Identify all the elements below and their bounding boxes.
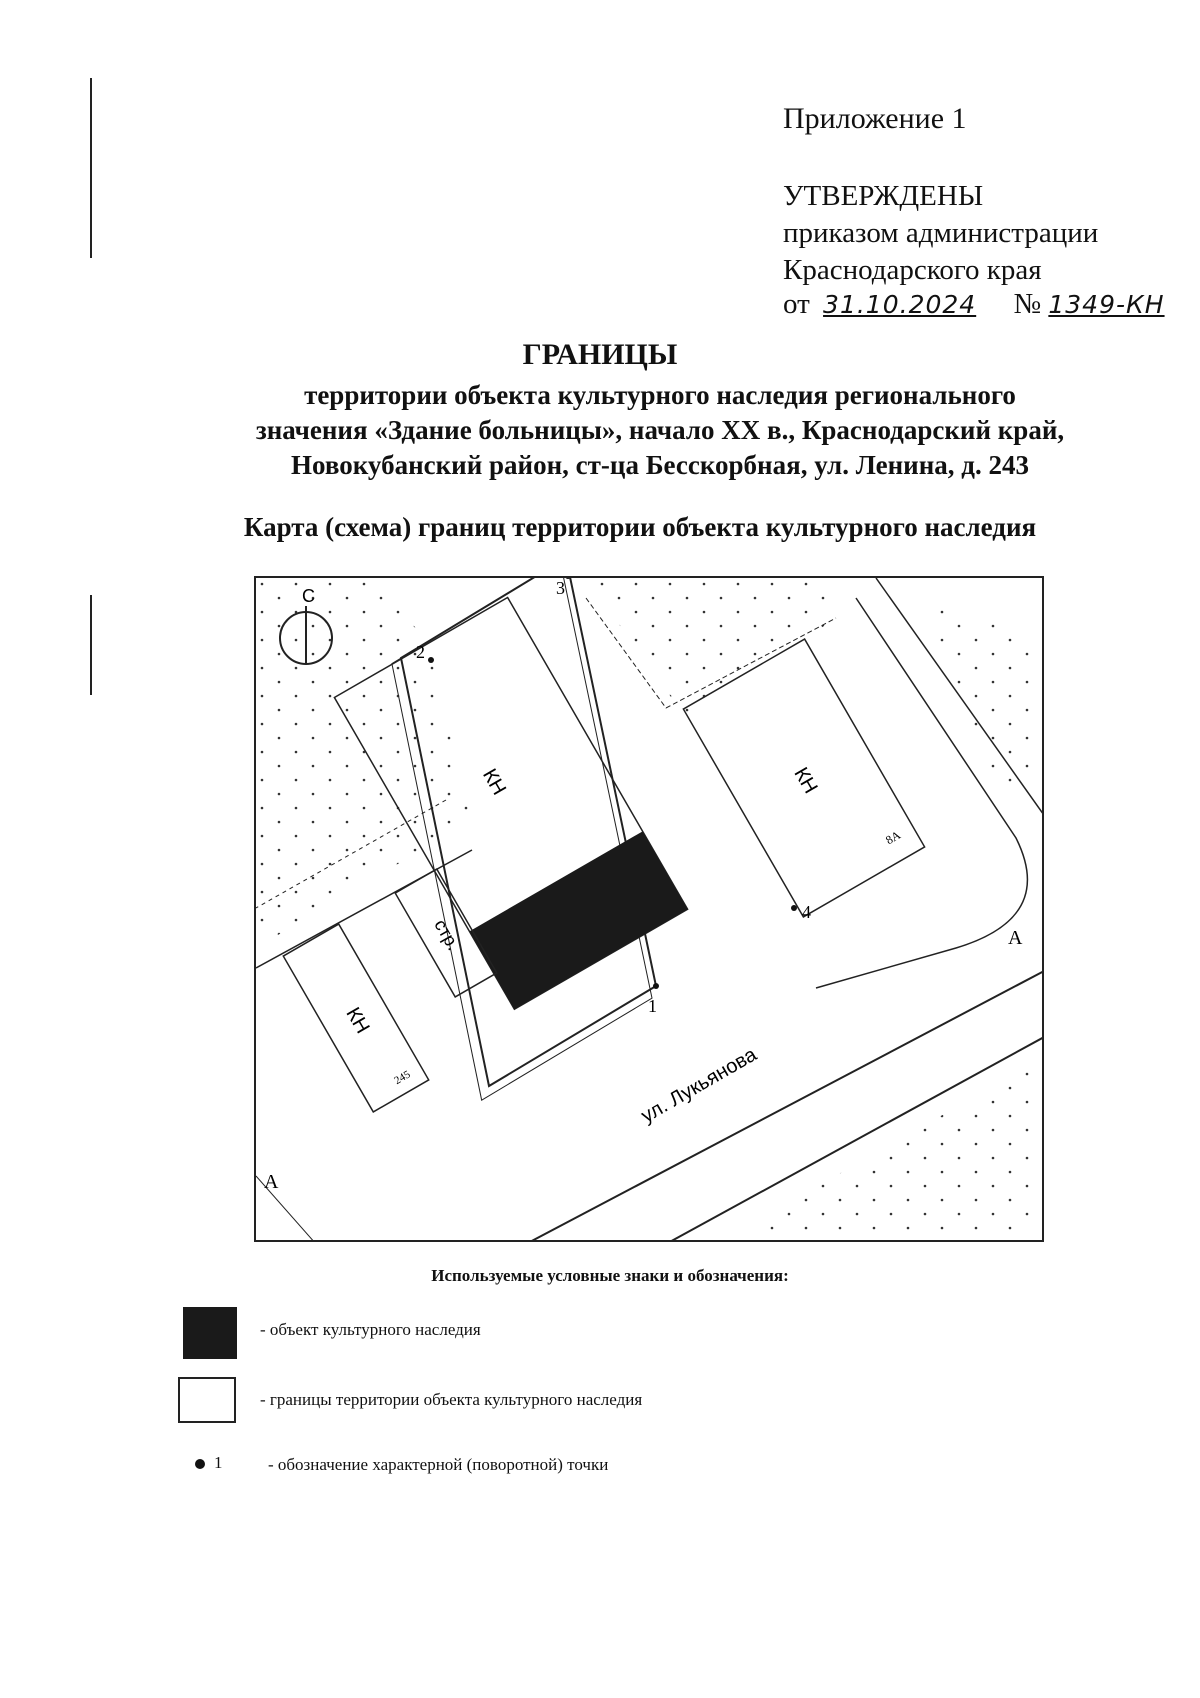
legend-point-number: 1 [214, 1453, 223, 1472]
greenery-area-top [586, 578, 836, 718]
north-label: С [302, 586, 315, 606]
handwritten-number: 1349-КН [1048, 290, 1165, 319]
handwritten-date: 31.10.2024 [823, 290, 977, 319]
legend-item-text: - обозначение характерной (поворотной) точки [268, 1455, 609, 1474]
turning-point-marker [428, 657, 434, 663]
house-number: 245 [392, 1068, 413, 1088]
document-subtitle [200, 378, 1120, 483]
street-name: ул. Лукьянова [637, 1043, 761, 1128]
house-number: 8А [883, 827, 903, 848]
legend-item-text: - границы территории объекта культурного наследия [260, 1390, 643, 1409]
document-title: ГРАНИЦЫ [522, 338, 678, 371]
building-label: КН [341, 1003, 374, 1038]
section-label: А [1008, 927, 1023, 949]
number-prefix: № [1013, 288, 1042, 320]
turning-point-marker [791, 905, 797, 911]
turning-point-label: 3 [556, 578, 565, 598]
greenery-area-bottom [716, 1056, 1044, 1242]
turning-point-label: 2 [416, 642, 425, 662]
subtitle-line: территории объекта культурного наследия регионального [304, 380, 1016, 410]
approval-line: УТВЕРЖДЕНЫ [783, 180, 984, 212]
legend-boundary-swatch [178, 1377, 236, 1423]
site-map-svg [256, 578, 1044, 1242]
appendix-label: Приложение 1 [783, 102, 967, 135]
map-title: Карта (схема) границ территории объекта культурного наследия [243, 512, 1037, 542]
subtitle-line: Новокубанский район, ст-ца Бесскорбная, ул. Ленина, д. 243 [291, 450, 1029, 480]
subtitle-line: значения «Здание больницы», начало XX в., Краснодарский край, [255, 415, 1065, 445]
building-label: стр. [430, 915, 464, 954]
legend-heritage-swatch [183, 1307, 237, 1359]
greenery-area-right [916, 598, 1044, 798]
date-prefix: от [783, 288, 810, 320]
margin-line-mid [90, 595, 92, 695]
legend-item-text: - объект культурного наследия [260, 1320, 481, 1339]
legend-title: Используемые условные знаки и обозначения: [431, 1266, 789, 1285]
section-label: А [264, 1171, 279, 1193]
approval-block [783, 178, 1098, 289]
building-label: КН [789, 763, 822, 798]
approval-line: Краснодарского края [783, 254, 1042, 286]
order-date-number [783, 288, 1165, 321]
site-map [254, 576, 1044, 1242]
building-label: КН [478, 765, 511, 799]
legend-point-icon [195, 1459, 205, 1469]
turning-point-marker [653, 983, 659, 989]
margin-line-top [90, 78, 92, 258]
turning-point-label: 4 [802, 902, 811, 922]
turning-point-label: 1 [648, 996, 657, 1016]
approval-line: приказом администрации [783, 217, 1099, 249]
